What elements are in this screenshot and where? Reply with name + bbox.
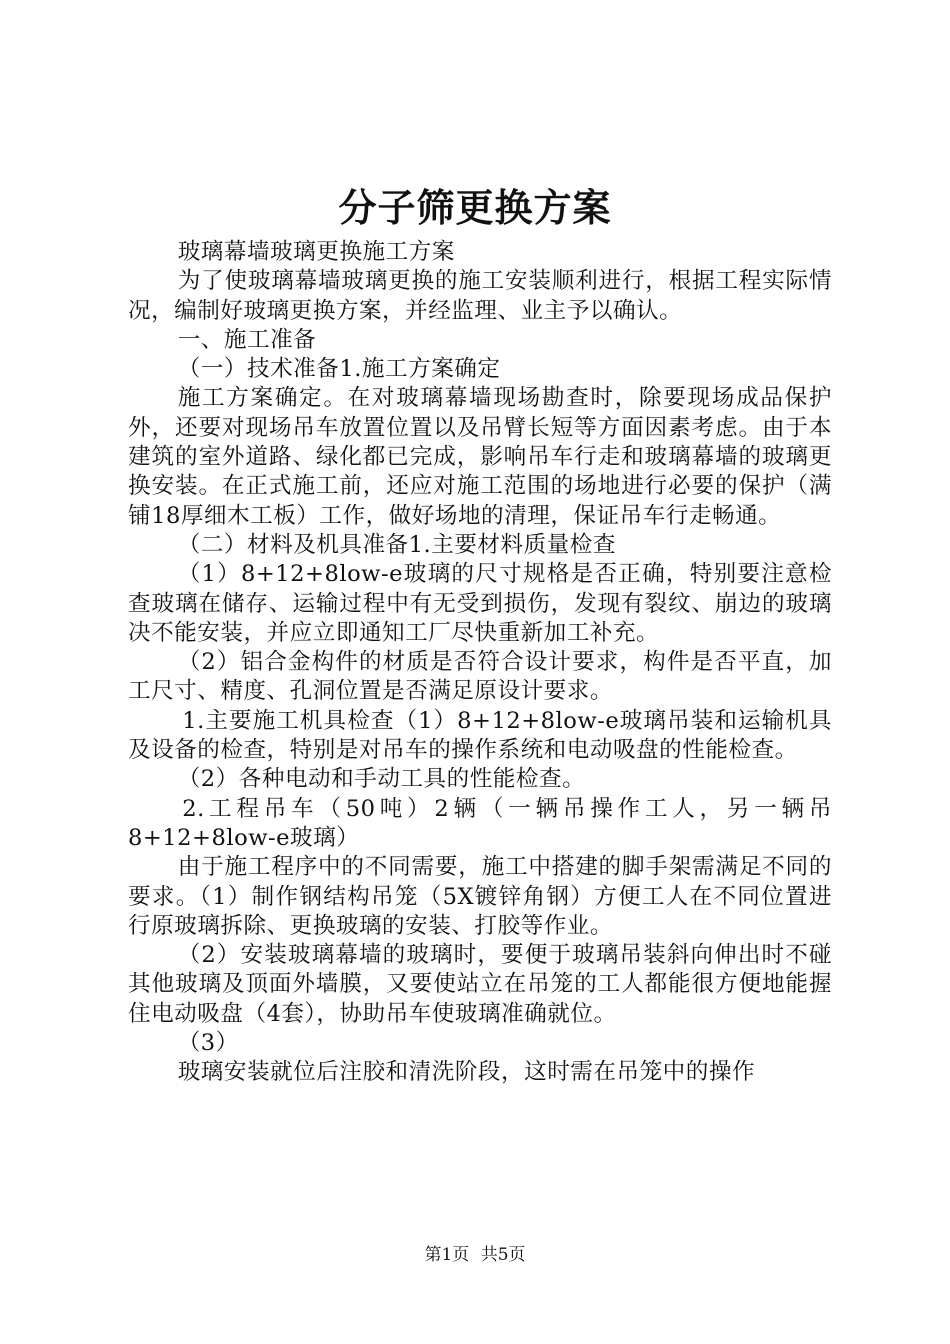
page-number: 第1页 xyxy=(424,1245,470,1265)
paragraph-sealing: 玻璃安装就位后注胶和清洗阶段，这时需在吊笼中的操作 xyxy=(177,1059,756,1086)
paragraph-installation: （2）安装玻璃幕墙的玻璃时，要便于玻璃吊装斜向伸出时不碰其他玻璃及顶面外墙膜，又要使站立在吊笼的工人都能很方便地能握住电动吸盘（4套），协助吊车使玻璃准确就位。 xyxy=(128,942,832,1027)
paragraph-machinery-check: 1.主要施工机具检查（1）8+12+8low-e玻璃吊装和运输机具及设备的检查，特别是对吊车的操作系统和电动吸盘的性能检查。 xyxy=(128,707,832,764)
paragraph-cranes: 2.工程吊车（50吨）2辆（一辆吊操作工人，另一辆吊8+12+8low-e玻璃） xyxy=(128,795,832,851)
paragraph-scaffold: 由于施工程序中的不同需要，施工中搭建的脚手架需满足不同的要求。（1）制作钢结构吊笼（5X镀锌角钢）方便工人在不同位置进行原玻璃拆除、更换玻璃的安装、打胶等作业。 xyxy=(128,854,832,939)
subsection-heading-technical: （一）技术准备1.施工方案确定 xyxy=(177,356,501,383)
document-body xyxy=(128,238,832,1088)
paragraph-aluminum-check: （2）铝合金构件的材质是否符合设计要求，构件是否平直，加工尺寸、精度、孔洞位置是否满足原设计要求。 xyxy=(128,649,832,705)
paragraph-plan-confirmation: 施工方案确定。在对玻璃幕墙现场勘查时，除要现场成品保护外，还要对现场吊车放置位置以及吊臂长短等方面因素考虑。由于本建筑的室外道路、绿化都已完成，影响吊车行走和玻璃幕墙的玻璃更换安装。在正式施工前，还应对施工范围的场地进行必要的保护（满铺18厚细木工板）工作，做好场地的清理，保证吊车行走畅通。 xyxy=(128,385,832,529)
paragraph-intro: 为了使玻璃幕墙玻璃更换的施工安装顺利进行，根据工程实际情况，编制好玻璃更换方案，并经监理、业主予以确认。 xyxy=(128,268,832,324)
subsection-heading-materials: （二）材料及机具准备1.主要材料质量检查 xyxy=(177,531,616,558)
paragraph-glass-check: （1）8+12+8low-e玻璃的尺寸规格是否正确，特别要注意检查玻璃在储存、运输过程中有无受到损伤，发现有裂纹、崩边的玻璃决不能安装，并应立即通知工厂尽快重新加工补充。 xyxy=(128,561,832,646)
paragraph-subtitle: 玻璃幕墙玻璃更换施工方案 xyxy=(177,239,455,265)
page-footer xyxy=(0,1244,950,1266)
page-total: 共5页 xyxy=(480,1245,526,1265)
section-heading-preparation: 一、施工准备 xyxy=(177,326,317,353)
paragraph-item-3: （3） xyxy=(177,1030,239,1057)
paragraph-tools-check: （2）各种电动和手动工具的性能检查。 xyxy=(177,766,586,793)
document-title: 分子筛更换方案 xyxy=(338,185,612,230)
